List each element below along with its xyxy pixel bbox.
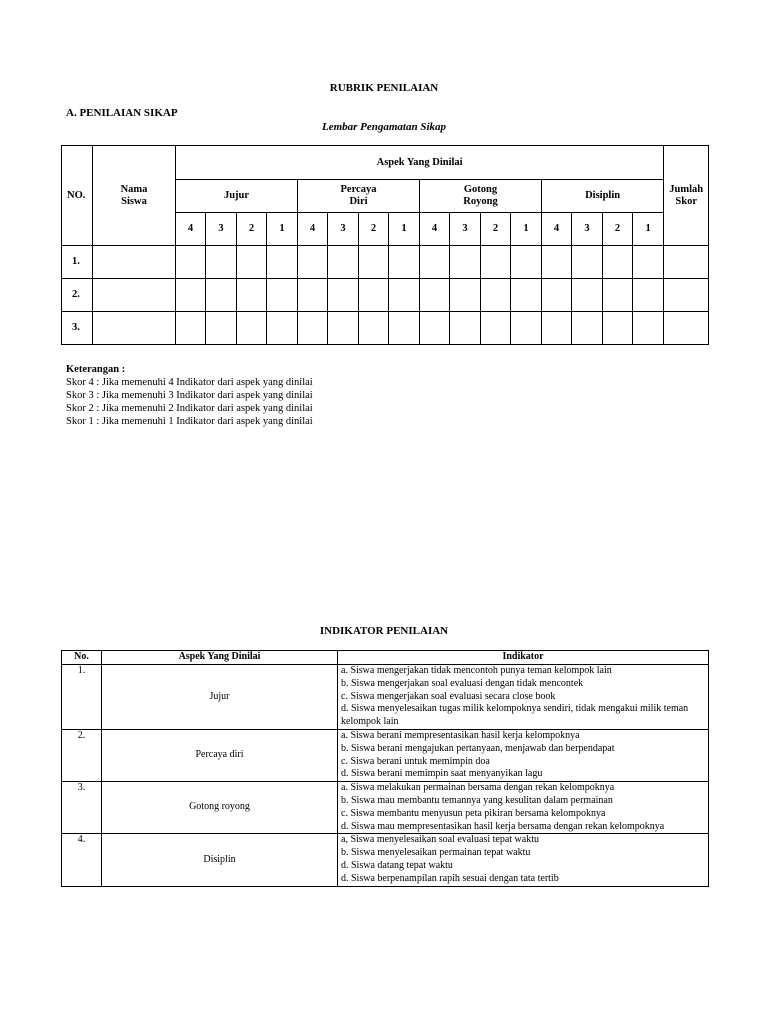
indicator-item: a. Siswa melakukan permainan bersama dengan rekan kelompoknya bbox=[341, 782, 615, 794]
indicator-item: b. Siswa mau membantu temannya yang kesulitan dalam permainan bbox=[341, 794, 613, 806]
row-number: 2. bbox=[62, 279, 93, 312]
indicator-row-number: 2. bbox=[62, 729, 102, 781]
score-header: 4 bbox=[298, 213, 328, 246]
indicator-item: a, Siswa menyelesaikan soal evaluasi tepat waktu bbox=[341, 834, 539, 846]
observation-table bbox=[61, 145, 709, 345]
score-cell bbox=[420, 246, 450, 279]
indicator-list bbox=[338, 729, 709, 781]
score-cell bbox=[389, 279, 420, 312]
indikator-title: INDIKATOR PENILAIAN bbox=[319, 625, 449, 637]
indicator-item: d. Siswa menyelesaikan tugas milik kelompoknya sendiri, tidak mengakui milik teman kelompok lain bbox=[341, 703, 689, 728]
score-cell bbox=[389, 312, 420, 345]
table-row bbox=[62, 246, 709, 279]
score-cell bbox=[328, 246, 359, 279]
indicator-row-number: 3. bbox=[62, 782, 102, 834]
indicator-item: a. Siswa berani mempresentasikan hasil kerja kelompoknya bbox=[341, 729, 580, 741]
score-cell bbox=[267, 312, 298, 345]
score-cell bbox=[359, 246, 389, 279]
score-cell bbox=[267, 246, 298, 279]
keterangan-line: Skor 4 : Jika memenuhi 4 Indikator dari aspek yang dinilai bbox=[66, 377, 313, 388]
score-cell bbox=[450, 279, 481, 312]
score-cell bbox=[450, 312, 481, 345]
indicator-row bbox=[62, 782, 709, 834]
indicator-aspect: Jujur bbox=[102, 665, 338, 730]
score-header: 1 bbox=[267, 213, 298, 246]
score-cell bbox=[511, 312, 542, 345]
score-cell bbox=[359, 279, 389, 312]
row-number: 3. bbox=[62, 312, 93, 345]
score-cell bbox=[633, 246, 664, 279]
score-cell bbox=[328, 312, 359, 345]
score-header: 3 bbox=[328, 213, 359, 246]
indicator-item: d. Siswa berani memimpin saat menyanyikan lagu bbox=[341, 768, 543, 780]
score-cell bbox=[481, 312, 511, 345]
aspect-label: Percaya bbox=[340, 184, 377, 195]
student-name-cell bbox=[93, 246, 176, 279]
indicator-table bbox=[61, 650, 709, 887]
score-cell bbox=[359, 312, 389, 345]
score-cell bbox=[572, 312, 603, 345]
score-cell bbox=[389, 246, 420, 279]
score-header: 2 bbox=[481, 213, 511, 246]
indicator-row bbox=[62, 665, 709, 730]
score-header: 2 bbox=[359, 213, 389, 246]
aspect-label: Diri bbox=[349, 196, 368, 207]
score-cell bbox=[542, 246, 572, 279]
indicator-item: a. Siswa mengerjakan tidak mencontoh punya teman kelompok lain bbox=[341, 665, 612, 676]
student-name-cell bbox=[93, 312, 176, 345]
score-cell bbox=[176, 312, 206, 345]
score-cell bbox=[603, 279, 633, 312]
no-header: NO. bbox=[62, 146, 93, 246]
score-header: 1 bbox=[511, 213, 542, 246]
aspect-4-header bbox=[542, 180, 664, 213]
aspect-label: Jujur bbox=[223, 190, 250, 201]
score-header: 3 bbox=[450, 213, 481, 246]
student-name-cell bbox=[93, 279, 176, 312]
score-cell bbox=[481, 279, 511, 312]
keterangan-title: Keterangan : bbox=[66, 364, 126, 375]
indicator-table-header bbox=[62, 651, 709, 665]
row-number: 1. bbox=[62, 246, 93, 279]
indicator-item: d. Siswa mau mempresentasikan hasil kerja bersama dengan rekan kelompoknya bbox=[341, 820, 665, 832]
keterangan bbox=[66, 363, 313, 428]
score-cell bbox=[511, 246, 542, 279]
score-cell bbox=[237, 312, 267, 345]
score-cell bbox=[420, 312, 450, 345]
score-cell bbox=[633, 279, 664, 312]
score-cell bbox=[237, 279, 267, 312]
score-cell bbox=[481, 246, 511, 279]
aspect-label: Royong bbox=[463, 196, 498, 207]
indicator-item: d. Siswa datang tepat waktu bbox=[341, 859, 453, 871]
score-header: 4 bbox=[420, 213, 450, 246]
page-title: RUBRIK PENILAIAN bbox=[329, 82, 439, 94]
indicator-row-number: 4. bbox=[62, 834, 102, 886]
total-score-header: Jumlah Skor bbox=[664, 146, 709, 246]
indicator-aspect: Gotong royong bbox=[102, 782, 338, 834]
indicator-row bbox=[62, 834, 709, 886]
indicator-item: d. Siswa berpenampilan rapih sesuai dengan tata tertib bbox=[341, 872, 559, 884]
indicator-item: b. Siswa berani mengajukan pertanyaan, menjawab dan berpendapat bbox=[341, 742, 615, 754]
score-cell bbox=[298, 312, 328, 345]
total-score-cell bbox=[664, 312, 709, 345]
score-cell bbox=[328, 279, 359, 312]
score-cell bbox=[572, 279, 603, 312]
aspect-3-header bbox=[420, 180, 542, 213]
score-header: 1 bbox=[633, 213, 664, 246]
indicator-item: b. Siswa mengerjakan soal evaluasi dengan tidak mencontek bbox=[341, 677, 584, 689]
indicator-list bbox=[338, 665, 709, 730]
score-header: 2 bbox=[237, 213, 267, 246]
indicator-list bbox=[338, 834, 709, 886]
aspect-column-header: Aspek Yang Dinilai bbox=[102, 651, 338, 665]
score-cell bbox=[420, 279, 450, 312]
section-heading-penilaian-sikap: A. PENILAIAN SIKAP bbox=[66, 107, 178, 119]
score-cell bbox=[206, 246, 237, 279]
score-cell bbox=[511, 279, 542, 312]
score-cell bbox=[450, 246, 481, 279]
indicator-column-header: Indikator bbox=[338, 651, 709, 665]
score-cell bbox=[206, 279, 237, 312]
score-cell bbox=[572, 246, 603, 279]
score-cell bbox=[298, 279, 328, 312]
score-header: 4 bbox=[176, 213, 206, 246]
name-header: Nama Siswa bbox=[93, 146, 176, 246]
indicator-item: c. Siswa membantu menyusun peta pikiran bersama kelompoknya bbox=[341, 807, 606, 819]
score-cell bbox=[298, 246, 328, 279]
keterangan-line: Skor 3 : Jika memenuhi 3 Indikator dari aspek yang dinilai bbox=[66, 390, 313, 401]
aspect-label: Disiplin bbox=[585, 190, 621, 201]
table-row bbox=[62, 312, 709, 345]
table-subtitle: Lembar Pengamatan Sikap bbox=[321, 121, 447, 133]
score-header: 2 bbox=[603, 213, 633, 246]
score-header: 4 bbox=[542, 213, 572, 246]
indicator-item: c. Siswa berani untuk memimpin doa bbox=[341, 755, 490, 767]
indicator-list bbox=[338, 782, 709, 834]
score-header: 1 bbox=[389, 213, 420, 246]
score-cell bbox=[603, 312, 633, 345]
aspect-label: Gotong bbox=[463, 184, 498, 195]
indicator-aspect: Percaya diri bbox=[102, 729, 338, 781]
indicator-row bbox=[62, 729, 709, 781]
score-cell bbox=[633, 312, 664, 345]
indicator-item: b. Siswa menyelesaikan permainan tepat waktu bbox=[341, 847, 531, 859]
score-cell bbox=[542, 279, 572, 312]
score-cell bbox=[603, 246, 633, 279]
total-score-cell bbox=[664, 279, 709, 312]
score-cell bbox=[206, 312, 237, 345]
table-row bbox=[62, 279, 709, 312]
score-cell bbox=[542, 312, 572, 345]
keterangan-line: Skor 2 : Jika memenuhi 2 Indikator dari aspek yang dinilai bbox=[66, 403, 313, 414]
aspect-2-header bbox=[298, 180, 420, 213]
no-column-header: No. bbox=[62, 651, 102, 665]
score-cell bbox=[237, 246, 267, 279]
total-score-cell bbox=[664, 246, 709, 279]
aspect-header: Aspek Yang Dinilai bbox=[176, 146, 664, 180]
score-cell bbox=[267, 279, 298, 312]
indicator-row-number: 1. bbox=[62, 665, 102, 730]
score-cell bbox=[176, 279, 206, 312]
indicator-aspect: Disiplin bbox=[102, 834, 338, 886]
score-header: 3 bbox=[572, 213, 603, 246]
score-header: 3 bbox=[206, 213, 237, 246]
aspect-1-header bbox=[176, 180, 298, 213]
indicator-item: c. Siswa mengerjakan soal evaluasi secara close book bbox=[341, 690, 556, 702]
keterangan-line: Skor 1 : Jika memenuhi 1 Indikator dari aspek yang dinilai bbox=[66, 416, 313, 427]
score-cell bbox=[176, 246, 206, 279]
